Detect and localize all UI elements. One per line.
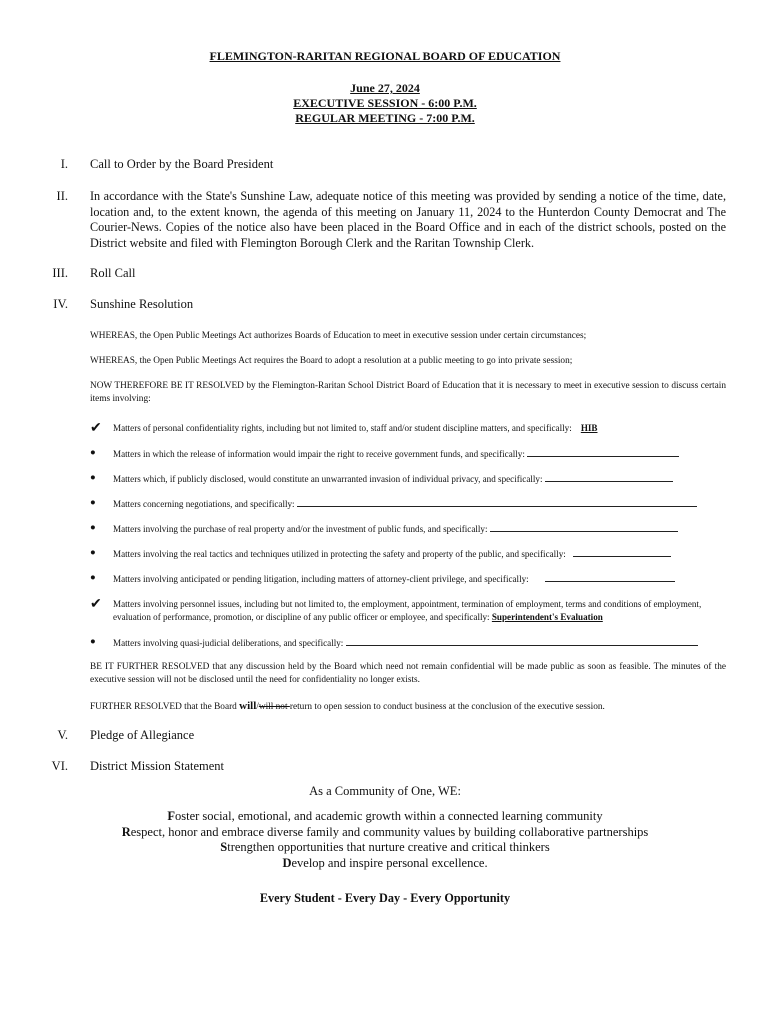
item-number-6: VI. xyxy=(51,759,68,773)
executive-session-time: EXECUTIVE SESSION - 6:00 P.M. xyxy=(293,96,477,110)
whereas-authorizes: WHEREAS, the Open Public Meetings Act authorizes Boards of Education to meet in executive session under certain circumstances; xyxy=(90,331,587,341)
item-sunshine-notice: In accordance with the State's Sunshine Law, adequate notice of this meeting was provided by sending a notice of the time, date, location and, to the extent known, the agenda of this meeting on January 11, 2024 to the Hunterdon County Democrat and The Courier-News. Copies of the notice also have been placed in the Board Office and in each of the district schools, posted on the District website and filed with Flemington Borough Clerk and the Raritan Township Clerk. xyxy=(90,189,726,250)
item-mission-statement: District Mission Statement xyxy=(90,759,225,773)
bullet-dot-icon: ● xyxy=(90,498,96,508)
item-number-5: V. xyxy=(57,728,68,742)
item-number-1: I. xyxy=(60,157,68,171)
matter-fill-hib: HIB xyxy=(580,423,598,433)
blank-line xyxy=(545,572,675,582)
matter-item: Matters of personal confidentiality rights, including but not limited to, staff and/or student discipline matters, and specifically: HIB xyxy=(113,423,598,433)
now-therefore-resolved: NOW THEREFORE BE IT RESOLVED by the Flemington-Raritan School District Board of Education that it is necessary to meet in executive session to discuss certain items involving: xyxy=(90,381,726,404)
bullet-dot-icon: ● xyxy=(90,637,96,647)
matter-item: Matters involving the real tactics and techniques utilized in protecting the safety and property of the public, and specifically: xyxy=(113,547,726,561)
mission-intro: As a Community of One, WE: xyxy=(309,784,461,798)
mission-line-respect: Respect, honor and embrace diverse family and community values by building collaborative partnerships xyxy=(121,825,649,839)
matter-item: Matters involving quasi-judicial deliberations, and specifically: xyxy=(113,636,726,650)
bullet-dot-icon: ● xyxy=(90,473,96,483)
bullet-dot-icon: ● xyxy=(90,523,96,533)
blank-line xyxy=(346,636,698,646)
blank-line xyxy=(297,497,697,507)
item-number-3: III. xyxy=(52,266,68,280)
item-number-4: IV. xyxy=(53,297,68,311)
bullet-dot-icon: ● xyxy=(90,448,96,458)
blank-line xyxy=(545,472,673,482)
blank-line xyxy=(527,447,679,457)
further-resolved-return: FURTHER RESOLVED that the Board will/will not return to open session to conduct business at the conclusion of the executive session. xyxy=(90,700,605,712)
bullet-dot-icon: ● xyxy=(90,548,96,558)
further-resolved-public: BE IT FURTHER RESOLVED that any discussion held by the Board which need not remain confidential will be made public as soon as feasible. The minutes of the executive session will not be disclosed until the need for confidentiality no longer exists. xyxy=(90,662,726,685)
matter-item: Matters concerning negotiations, and specifically: xyxy=(113,497,726,511)
matter-item: Matters in which the release of information would impair the right to receive government funds, and specifically: xyxy=(113,447,726,461)
matter-item: Matters involving the purchase of real property and/or the investment of public funds, and specifically: xyxy=(113,522,726,536)
matter-item: Matters involving anticipated or pending litigation, including matters of attorney-client privilege, and specifically: xyxy=(113,572,726,586)
check-mark-icon: ✔ xyxy=(90,597,102,612)
item-number-2: II. xyxy=(56,189,68,203)
mission-line-strengthen: Strengthen opportunities that nurture creative and critical thinkers xyxy=(220,840,550,854)
item-pledge: Pledge of Allegiance xyxy=(90,728,195,742)
item-call-to-order: Call to Order by the Board President xyxy=(90,157,274,171)
bullet-dot-icon: ● xyxy=(90,573,96,583)
meeting-date: June 27, 2024 xyxy=(350,81,420,95)
matter-item: Matters involving personnel issues, including but not limited to, the employment, appointment, termination of employment, terms and conditions of employment, evaluation of performance, promotion, or discipline of any public officer or employee, and specifically: Superintendent's Evaluation xyxy=(113,599,702,622)
blank-line xyxy=(490,522,678,532)
regular-meeting-time: REGULAR MEETING - 7:00 P.M. xyxy=(295,111,475,125)
board-title: FLEMINGTON-RARITAN REGIONAL BOARD OF EDUCATION xyxy=(209,49,561,63)
whereas-requires: WHEREAS, the Open Public Meetings Act requires the Board to adopt a resolution at a public meeting to go into private session; xyxy=(90,356,573,366)
matter-fill-superintendent: Superintendent's Evaluation xyxy=(491,611,603,622)
matter-item: Matters which, if publicly disclosed, would constitute an unwarranted invasion of individual privacy, and specifically: xyxy=(113,472,726,486)
will-option: will xyxy=(239,700,257,712)
blank-line xyxy=(573,547,671,557)
mission-line-foster: Foster social, emotional, and academic growth within a connected learning community xyxy=(167,809,603,823)
will-not-option: will not xyxy=(258,702,290,712)
check-mark-icon: ✔ xyxy=(90,421,102,436)
district-tagline: Every Student - Every Day - Every Opportunity xyxy=(259,891,511,905)
item-sunshine-resolution: Sunshine Resolution xyxy=(90,297,194,311)
mission-line-develop: Develop and inspire personal excellence. xyxy=(282,856,488,870)
item-roll-call: Roll Call xyxy=(90,266,136,280)
